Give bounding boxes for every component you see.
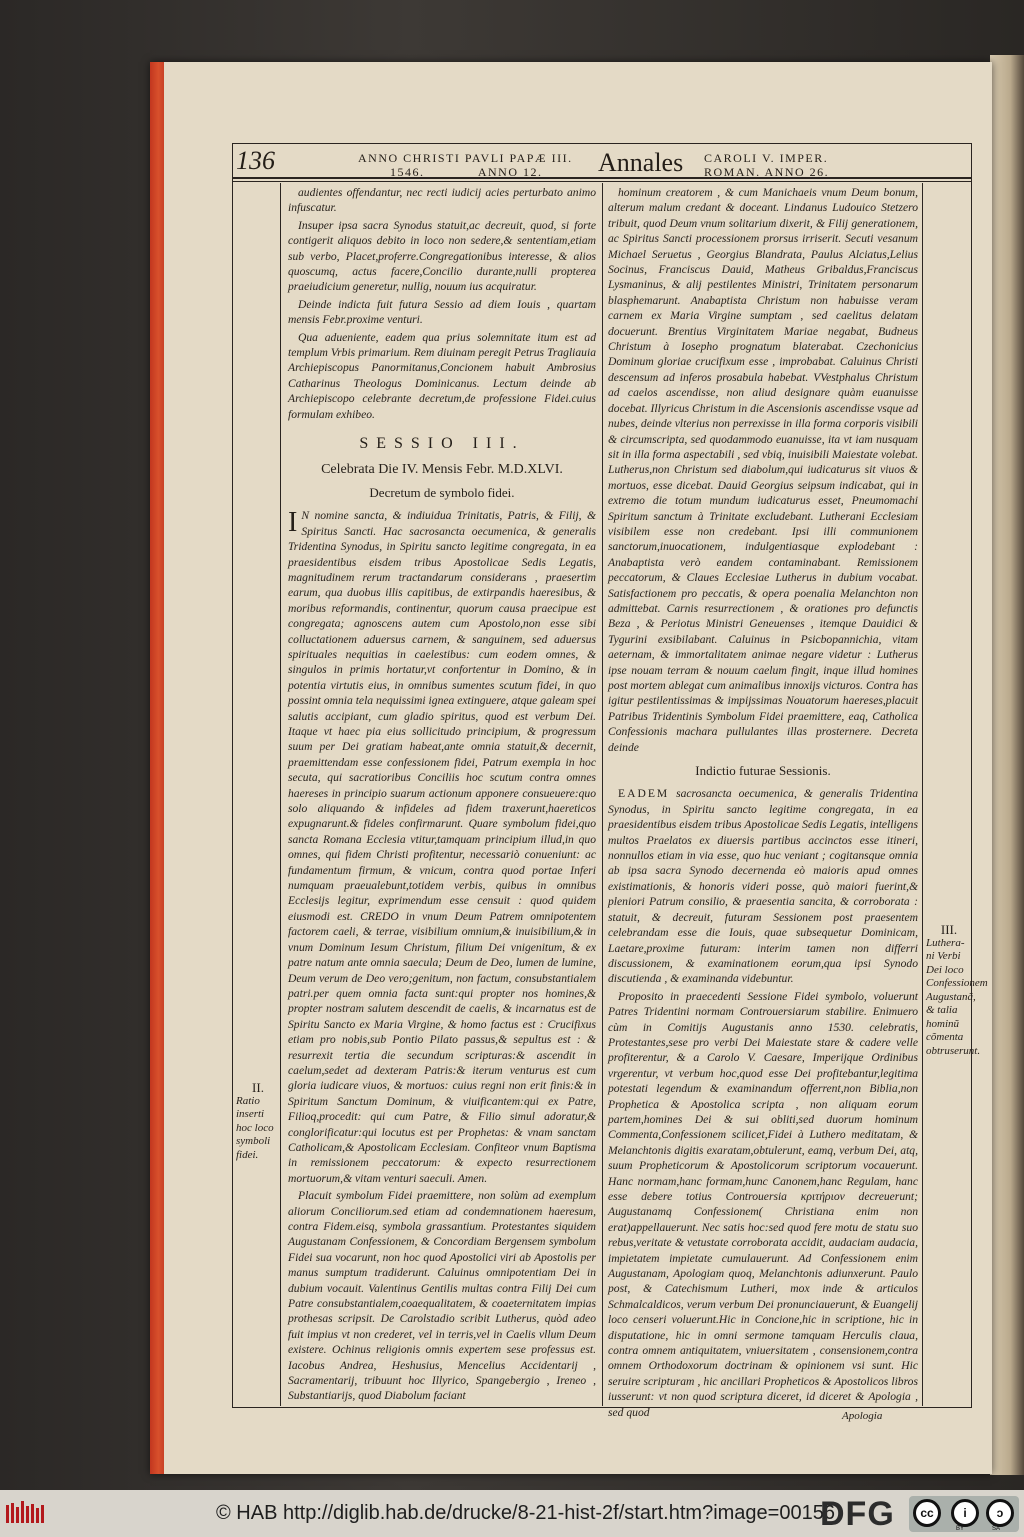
right-margin-line xyxy=(922,183,923,1406)
copyright-link[interactable]: © HAB http://diglib.hab.de/drucke/8-21-hist-2f/start.htm?image=00156 xyxy=(216,1502,835,1524)
paragraph: Insuper ipsa sacra Synodus statuit,ac decreuit, quod, si forte contigerit aliquos debito in loco non sedere,& sententiam,etiam sub verbo, Placet,proferre.Congregationibus interesse, & alios quoscumq, actus facere,Concilio durante,nulli propterea praeiudicium generetur, nullig, nouum ius acquiratur. xyxy=(288,218,596,294)
paragraph: Placuit symbolum Fidei praemittere, non solùm ad exemplum aliorum Conciliorum.sed etiam ad condemnationem haeresum, contra Fidem.eisq, symbola grassantium. Protestantes siquidem Augustanam Confessionem, & Concordiam Bergensem symbolum Fidei sua vocarunt, non hoc quod Apostolici viri ab Apostolis per manus sumptum tradiderunt. Caluinus omnipotentiam Dei in dubium vocauit. Valentinus Gentilis multas contra Filij Dei cum Patre consubstantialem,coaequalitatem, & coaeternitatem impias prothesas scripsit. De Carolstadio scribit Lutherus, quòd adeo fuit impius vt non crederet, vel in terris,vel in Caelis vllum Deum existere. Ochinus religionis omnis expertem sese professus est. Iacobus Andrea, Heshusius, Mencelius Accidentarij , Sacramentarij, tribuunt hoc Illyrico, Spangebergio , Ireneo , Substantiarijs, quod Diabolum faciant xyxy=(288,1189,596,1403)
paragraph-lead-word: EADEM xyxy=(618,787,670,801)
paragraph: Deinde indicta fuit futura Sessio ad diem Iouis , quartam mensis Febr.proxime venturi. xyxy=(288,297,596,327)
paragraph: Proposito in praecedenti Sessione Fidei symbolo, voluerunt Patres Tridentini normam Controuersiarum stabilire. Enimuero cùm in Comitijs Augustanis anno 1530. celebratis, Protestantes,sese pro verbi Dei Maiestate stare & cadere velle profiterentur, & a Carolo V. Caesare, Imperijque Ordinibus vrgerentur, vt verbum hoc,quod esse Dei profitebantur,legitima potestati legendum & examinandum offerrent,non Biblia,non Prophetica & Apostolica scripta , non aliquam eorum partem,homines Dei & sui obliti,sed duorum hominum Commenta,Confessionem scilicet,Fidei à Luthero meditatam, & Melanchtonis digitis exaratam,obtulerunt, eamq, verbum Dei, atq, suum Propheticorum & Apostolicorum scriptorum vocauerunt. Hanc normam,hanc formam,hunc Canonem,hanc Regulam, hanc esse debere totius Controuersia κριτήριον decreuerunt; Augustanamq Confessionem( Christiana enim non erat)appellauerunt. Nec satis hoc:sed quod fere motu de statu suo rebus,veritate & vetustate corroborata accidit, audaciam audacia, impietatem impietate cumulauerunt. Ad Confessionem enim Augustanam, Apologiam quoq, Melanchtonis adiunxerunt. Paulo post, & Catechismum Lutheri, mox inde & articulos Schmalcaldicos, verum verbum Dei pronunciauerunt, & Euangelij loco censeri voluerunt.Hic in Concione,hic in scriptione, hic in disputatione, hic in omni sermone tamquam Herculis claua, contra omnem antiquitatem, vniuersitatem , consensionem,contra omnem Orthodoxorum doctrinam & opinionem vsi sunt. Hic seruire scripturam , hic ancillari Propheticos & Apostolicos libros iusserunt: vt non quod scriptura diceret, id diceret & Apologia , sed quod xyxy=(608,989,918,1419)
indictio-heading: Indictio futurae Sessionis. xyxy=(695,763,831,779)
sa-icon: ↄ xyxy=(986,1499,1014,1527)
header-left-line2: 1546. ANNO 12. xyxy=(390,165,543,179)
catchword: Apologia xyxy=(842,1410,883,1422)
header-rule-thin xyxy=(232,181,972,182)
margin-note-number: II. xyxy=(252,1080,264,1095)
book-edge xyxy=(990,55,1024,1475)
running-title: Annales xyxy=(598,148,684,177)
cc-icon: cc xyxy=(913,1499,941,1527)
right-text-column xyxy=(608,185,918,1419)
session-heading: SESSIO III. xyxy=(359,435,525,453)
margin-note-text: Ratio inserti hoc loco symboli fidei. xyxy=(236,1094,274,1161)
page-number: 136 xyxy=(236,146,275,175)
dfg-logo: DFG xyxy=(820,1495,895,1533)
red-page-edge xyxy=(150,62,164,1474)
paragraph: Qua adueniente, eadem qua prius solemnitate itum est ad templum Vrbis primarium. Rem diuinam peregit Petrus Tragliauia Archiepiscopus Panormitanus,Concionem habuit Ambrosius Catharinus Theologus Dominicanus. Lectum deinde ab Archiepiscopo celebrante decretum,de professione Fidei.cuius formulam exhibeo. xyxy=(288,330,596,421)
drop-capital: I xyxy=(288,507,298,539)
viewer-footer xyxy=(0,1490,1024,1537)
margin-note-left xyxy=(236,1081,280,1162)
paragraph-body: sacrosancta oecumenica, & generalis Tridentina Synodus, in Spiritu sancto legitime congregata, in ea praesidentibus eisdem tribus Apostolicae Sedis Legatis, intelligens multos Praelatos ex diuersis partibus accinctos esse itineri, nonnullos etiam in via esse, quo huc veniant ; cogitansque omnia ab ipsa sacra Synodo decernenda eò maioris apud omnes existimationis, & honoris videri posse, quò maiori fuerint,& pleniori Patrum consilio, & praesentia sancita, & corroborata : statuit, & decreuit, futuram Sessionem post praesentem celebrandam esse die Iouis, quae subsequetur Dominicam, Laetare,proxime futuram: interim tamen non differri discussionem, & examinationem eorum,qua ipsi Synodo discutienda , & examinanda videbuntur. xyxy=(608,787,918,986)
decree-title: Decretum de symbolo fidei. xyxy=(369,484,515,500)
header-right-line2: ROMAN. ANNO 26. xyxy=(704,165,830,179)
license-badge[interactable] xyxy=(909,1496,1019,1532)
session-date: Celebrata Die IV. Mensis Febr. M.D.XLVI. xyxy=(321,461,563,477)
paragraph xyxy=(608,786,918,986)
library-logo-icon xyxy=(6,1501,44,1525)
margin-note-text: Luthera-ni Verbi Dei loco Confessionem Augustanã, & talia hominũ cõmenta obtruserunt. xyxy=(926,936,988,1057)
license-sa-label: SA xyxy=(992,1526,1001,1532)
left-text-column xyxy=(288,185,596,1407)
decree-body: N nomine sancta, & indiuidua Trinitatis, Patris, & Filij, & Spiritus Sancti. Hac sacrosancta oecumenica, & generalis Tridentina Synodus, in Spiritu sancto legitime congregata, in ea praesidentibus eisdem tribus Apostolicae Sedis Legatis, magnitudinem rerum tractandarum considerans , praesertim earum, qua duobus illis capitibus, de extirpandis haeresibus, & moribus reformandis, continentur, quorum causa praecipue est congregata; agnoscens autem cum Apostolo,non esse sibi colluctationem aduersus carnem, & sanguinem, sed aduersus spirituales nequitias in caelestibus: cum eodem omnes, & singulos in primis hortatur,vt confortentur in Domino, & in potentia virtutis eius, in omnibus sumentes scutum fidei, in quo possint omnia tela nequissimi ignea extinguere, atque galeam spei salutis accipiant, cum gladio spiritus, quod est verbum Dei. Itaque vt haec pia eius sollicitudo principium, & progressum suum per Dei gratiam habeat,ante omnia statuit,& decernit, praemittendam esse confessionem fidei, Patrum exempla in hoc secuta, qui sacratioribus Conciliis hoc scutum contra omnes haereses in principio suarum actionum apponere consueuere:quo solo aliquando & infideles ad fidem traxerunt,haereticos expugnarunt.& fideles confirmarunt. Quare symbolum fidei,quo sancta Romana Ecclesia vtitur,tamquam principium illud,in quo omnes, qui fidem Christi profitentur, necessariò conueniunt: ac fundamentum firmum, & vnicum, contra quod portae Inferi numquam praeualebunt,totidem verbis, quibus in omnibus Ecclesijs legitur, exprimendum esse censuit : quod quidem eiusmodi est. CREDO in vnum Deum Patrem omnipotentem factorem caeli, & terrae, visibilium omnium,& inuisibilium,& in vnum Dominum Iesum Christum, filium Dei vnigenitum, & ex patre natum ante omnia saecula; Deum de Deo, lumen de lumine, Deum verum de Deo vero;genitum, non factum, consubstantialem patri.per quem omnia facta sunt:qui propter nos homines,& propter nostram salutem descendit de caelis, & incarnatus est de Spiritu Sancto ex Maria Virgine, & homo factus est : Crucifixus etiam pro nobis,sub Pontio Pilato passus,& sepultus est : & resurrexit tertia die secundum scripturas:& ascendit in caelum,sedet ad dexteram Patris:& iterum venturus est cum gloria iudicare viuos, & mortuos: cuius regni non erit finis:& in Spiritum Sanctum Dominum, & viuificantem:qui ex Patre, Filioq,procedit: qui cum Patre, & Filio simul adoratur,& conglorificatur:qui locutus est per Prophetas: & vnam sanctam Catholicam,& Apostolicam Ecclesiam. Confiteor vnum Baptisma in remissionem peccatorum: & expecto resurrectionem mortuorum,& vitam venturi saeculi. Amen. xyxy=(288,509,596,1185)
margin-note-number: III. xyxy=(940,922,958,937)
header-left-line1: ANNO CHRISTI PAVLI PAPÆ III. xyxy=(358,151,573,165)
decree-text xyxy=(288,508,596,1186)
paragraph: audientes offendantur, nec recti iudicij acies perturbato animo infuscatur. xyxy=(288,186,596,215)
header-right-line1: CAROLI V. IMPER. xyxy=(704,151,829,165)
paragraph: hominum creatorem , & cum Manichaeis vnum Deum bonum, alterum malum credant & doceant. Lindanus Ludouico Stetzero tribuit, quod Deum vnum solitarium dixerit, & Filij generationem, ac Spiritus Sancti processionem prorsus irriserit. Secuti vesanum Michael Seruetus , Georgius Blandrata, Paulus Alciatus,Lelius Socinus, Franciscus Dauid, Matheus Gribaldus,Franciscus Lysmaninus, & alij pestilentes Ministri, Trinitatem personarum blasphemarunt. Anabaptista Christum non habuisse veram carnem ex Maria Virgine sumptam , sed caelitus delatam docuerunt. Brentius Virginitatem Mariae negabat, Budneus Christum à Iosepho prognatum blaterabat. Czechonicius Dominum gloriae crucifixum esse , improbabat. Caluinus Christi descensum ad inferos prosabula habebat. VVestphalus Christum ad caelos ascendisse, non aliud designare quàm euanuisse docebat. Illyricus Christum in die Ascensionis ascendisse vsque ad nubes, deinde vlterius non perrexisse in illa forma corporis visibili & circumscripta, sed quodammodo euanuisse, ita vt iam nusquam sit in illa forma aspectabili , sed vbiq, inuisibili Maiestate volebat. Lutherus,non Christum sed diabolum,qui iudicaturus sit viuos & mortuos, esse dicebat. Dauid Georgius seipsum indicabat, qui in extremo die totum mundum iudicaturus esset, Pneumomachi Spiritum sanctum à Trinitate excludebant. Lutherani Ecclesiam visibilem esse non credebant. Ipsi illi communionem sanctorum,inuocationem, indulgentiasque explodebant : Anabaptista verò eandem contaminabant. Remissionem peccatorum, & Claues Ecclesiae Lutherus in dubium vocabat. Satisfactionem pro peccatis, & opera poenalia Melanchton non admittebat. Carnis resurrectionem , & orationes pro defunctis Beza , & Periotus Ministri Geneuenses , itemque Dauidici & Tygurini exsibilabant. Caluinus in Psicbopannichia, vitam aeternam, & immortalitatem animae negare videtur : Lutherus ipse nouam terram & nouum caelum fingit, inque illud homines post mortem ablegat cum animalibus innoxijs victuros. Contra has igitur pestilentissimas & impijssimas Nouatorum haereses,placuit Patribus Tridentinis Symbolum Fidei praemittere, eaq, Catholica Confessionis machara pullulantes illas prosternere. Decreta deinde xyxy=(608,186,918,754)
license-by-label: BY xyxy=(956,1526,965,1532)
left-margin-line xyxy=(280,183,281,1406)
by-icon: i xyxy=(951,1499,979,1527)
column-divider xyxy=(602,183,603,1406)
margin-note-right xyxy=(926,922,988,1058)
